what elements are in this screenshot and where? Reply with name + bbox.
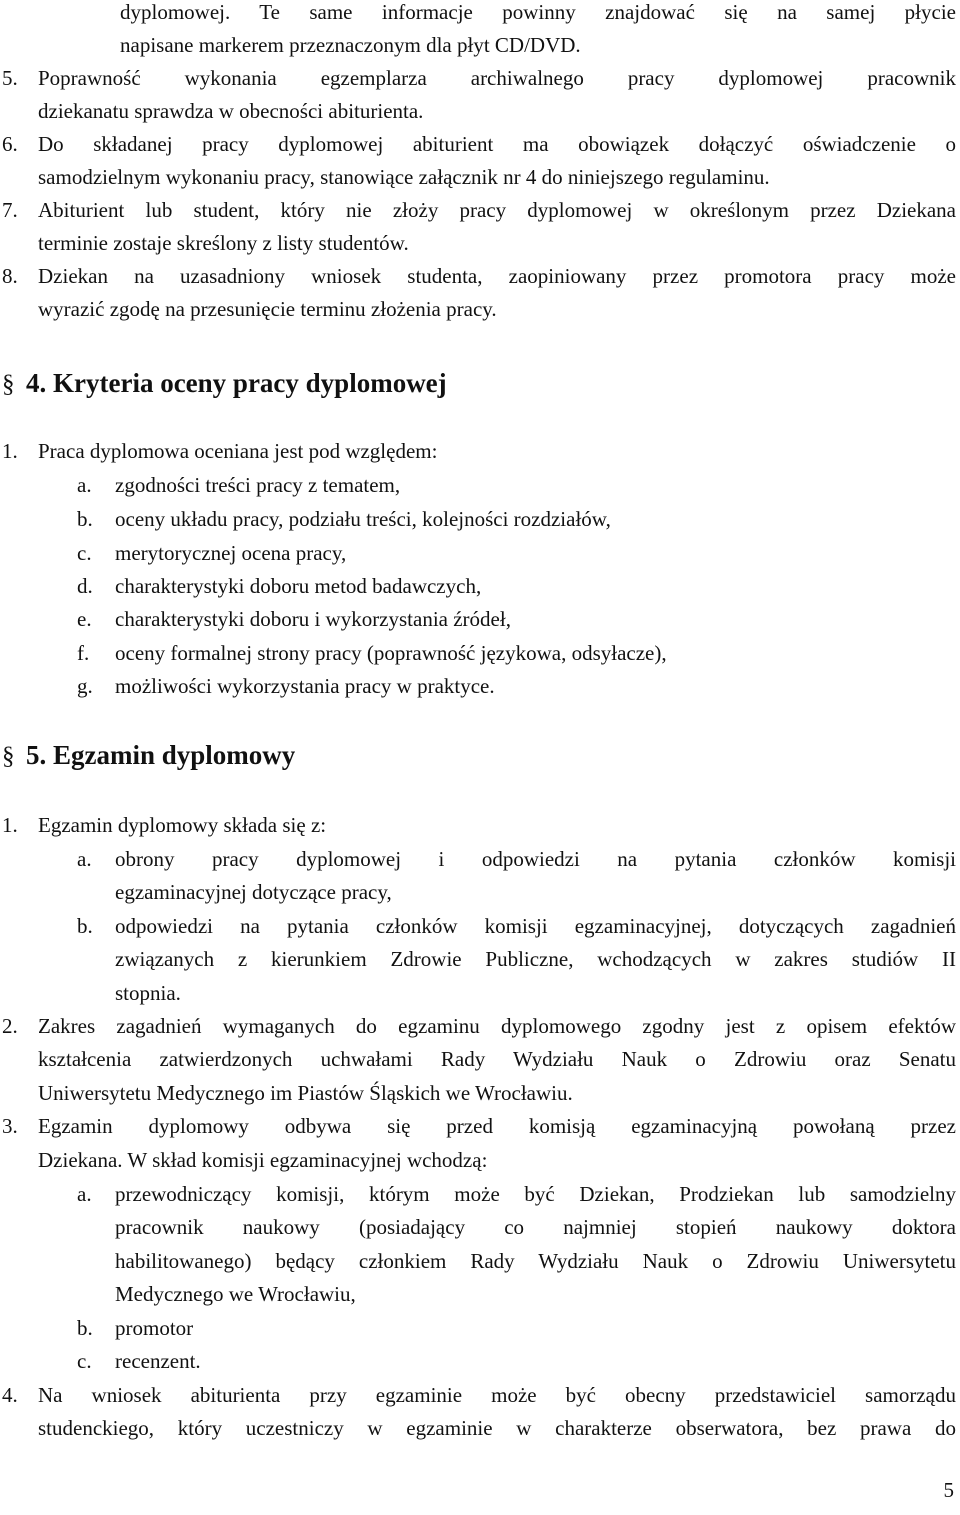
list-item [0, 1379, 960, 1412]
line-text: Uniwersytetu Medycznego im Piastów Śląskich we Wrocławiu. [38, 1081, 573, 1105]
line-text: egzaminacyjnej dotyczące pracy, [115, 880, 392, 904]
list-item [0, 537, 960, 570]
list-item [0, 1144, 960, 1177]
list-item [0, 1110, 960, 1143]
line-text: habilitowanego) będący członkiem Rady Wydziału Nauk o Zdrowiu Uniwersytetu [115, 1249, 956, 1273]
line-text: Abiturient lub student, który nie złoży pracy dyplomowej w określonym przez Dziekana [38, 198, 956, 222]
line-text: możliwości wykorzystania pracy w praktyce. [115, 674, 495, 698]
line-text: Egzamin dyplomowy składa się z: [38, 813, 327, 837]
list-item [0, 128, 960, 161]
line-text: dziekanatu sprawdza w obecności abiturienta. [38, 99, 424, 123]
line-text: studenckiego, który uczestniczy w egzaminie w charakterze obserwatora, bez prawa do [38, 1416, 956, 1440]
line-text: oceny układu pracy, podziału treści, kolejności rozdziałów, [115, 507, 611, 531]
line-text: merytorycznej ocena pracy, [115, 541, 347, 565]
list-item [0, 1312, 960, 1345]
list-item [0, 1010, 960, 1043]
list-item [0, 943, 960, 976]
line-text: Medycznego we Wrocławiu, [115, 1282, 356, 1306]
list-item [0, 1077, 960, 1110]
line-text: stopnia. [115, 981, 181, 1005]
item-number: 6. [2, 132, 18, 156]
line-text: terminie zostaje skreślony z listy studentów. [38, 231, 409, 255]
line-text: zgodności treści pracy z tematem, [115, 473, 401, 497]
list-item [0, 194, 960, 227]
item-letter: e. [77, 607, 92, 631]
item-letter: a. [77, 473, 92, 497]
list-item [0, 29, 960, 62]
list-item [0, 0, 960, 29]
list-item [0, 809, 960, 842]
list-item [0, 570, 960, 603]
list-item [0, 876, 960, 909]
line-text: recenzent. [115, 1349, 201, 1373]
line-text: Zakres zagadnień wymaganych do egzaminu dyplomowego zgodny jest z opisem efektów [38, 1014, 956, 1038]
line-text: odpowiedzi na pytania członków komisji egzaminacyjnej, dotyczących zagadnień [115, 914, 956, 938]
line-text: oceny formalnej strony pracy (poprawność językowa, odsyłacze), [115, 641, 667, 665]
item-letter: c. [77, 1349, 92, 1373]
line-text: samodzielnym wykonaniu pracy, stanowiące załącznik nr 4 do niniejszego regulaminu. [38, 165, 770, 189]
line-text: związanych z kierunkiem Zdrowie Publiczne, wchodzących w zakres studiów II [115, 947, 956, 971]
line-text: Poprawność wykonania egzemplarza archiwalnego pracy dyplomowej pracownik [38, 66, 956, 90]
section-sign: § [2, 743, 15, 770]
section-heading [2, 363, 447, 403]
line-text: kształcenia zatwierdzonych uchwałami Rady Wydziału Nauk o Zdrowiu oraz Senatu [38, 1047, 956, 1071]
item-number: 2. [2, 1014, 18, 1038]
list-item [0, 910, 960, 943]
list-item [0, 670, 960, 703]
line-text: charakterystyki doboru i wykorzystania źródeł, [115, 607, 511, 631]
line-text: pracownik naukowy (posiadający co najmniej stopień naukowy doktora [115, 1215, 956, 1239]
item-letter: b. [77, 507, 93, 531]
item-letter: a. [77, 1182, 92, 1206]
item-number: 1. [2, 813, 18, 837]
item-letter: b. [77, 914, 93, 938]
item-letter: f. [77, 641, 90, 665]
list-item [0, 1278, 960, 1311]
list-item [0, 95, 960, 128]
list-item [0, 469, 960, 502]
section-title: 5. Egzamin dyplomowy [26, 740, 296, 770]
item-letter: g. [77, 674, 93, 698]
section-title: 4. Kryteria oceny pracy dyplomowej [26, 368, 447, 398]
list-item [0, 1043, 960, 1076]
list-item [0, 62, 960, 95]
item-number: 7. [2, 198, 18, 222]
list-item [0, 435, 960, 468]
line-text: dyplomowej. Te same informacje powinny znajdować się na samej płycie [120, 0, 956, 24]
section-sign: § [2, 371, 15, 398]
item-letter: a. [77, 847, 92, 871]
page-number: 5 [943, 1478, 954, 1502]
line-text: Egzamin dyplomowy odbywa się przed komisją egzaminacyjną powołaną przez [38, 1114, 956, 1138]
line-text: promotor [115, 1316, 194, 1340]
list-item [0, 227, 960, 260]
list-item [0, 503, 960, 536]
list-item [0, 1412, 960, 1445]
list-item [0, 1178, 960, 1211]
list-item [0, 1345, 960, 1378]
line-text: napisane markerem przeznaczonym dla płyt CD/DVD. [120, 33, 581, 57]
line-text: Dziekana. W skład komisji egzaminacyjnej wchodzą: [38, 1148, 488, 1172]
line-text: Praca dyplomowa oceniana jest pod względem: [38, 439, 438, 463]
line-text: obrony pracy dyplomowej i odpowiedzi na pytania członków komisji [115, 847, 956, 871]
line-text: Na wniosek abiturienta przy egzaminie może być obecny przedstawiciel samorządu [38, 1383, 956, 1407]
list-item [0, 293, 960, 326]
list-item [0, 603, 960, 636]
list-item [0, 161, 960, 194]
item-number: 3. [2, 1114, 18, 1138]
item-number: 8. [2, 264, 18, 288]
list-item [0, 843, 960, 876]
item-number: 4. [2, 1383, 18, 1407]
section-heading [2, 735, 295, 775]
item-letter: c. [77, 541, 92, 565]
list-item [0, 1245, 960, 1278]
line-text: wyrazić zgodę na przesunięcie terminu złożenia pracy. [38, 297, 497, 321]
list-item [0, 977, 960, 1010]
line-text: Dziekan na uzasadniony wniosek studenta, zaopiniowany przez promotora pracy może [38, 264, 956, 288]
item-number: 1. [2, 439, 18, 463]
line-text: charakterystyki doboru metod badawczych, [115, 574, 482, 598]
item-letter: d. [77, 574, 93, 598]
item-number: 5. [2, 66, 18, 90]
list-item [0, 1211, 960, 1244]
line-text: Do składanej pracy dyplomowej abiturient ma obowiązek dołączyć oświadczenie o [38, 132, 956, 156]
item-letter: b. [77, 1316, 93, 1340]
list-item [0, 637, 960, 670]
line-text: przewodniczący komisji, którym może być Dziekan, Prodziekan lub samodzielny [115, 1182, 956, 1206]
list-item [0, 260, 960, 293]
